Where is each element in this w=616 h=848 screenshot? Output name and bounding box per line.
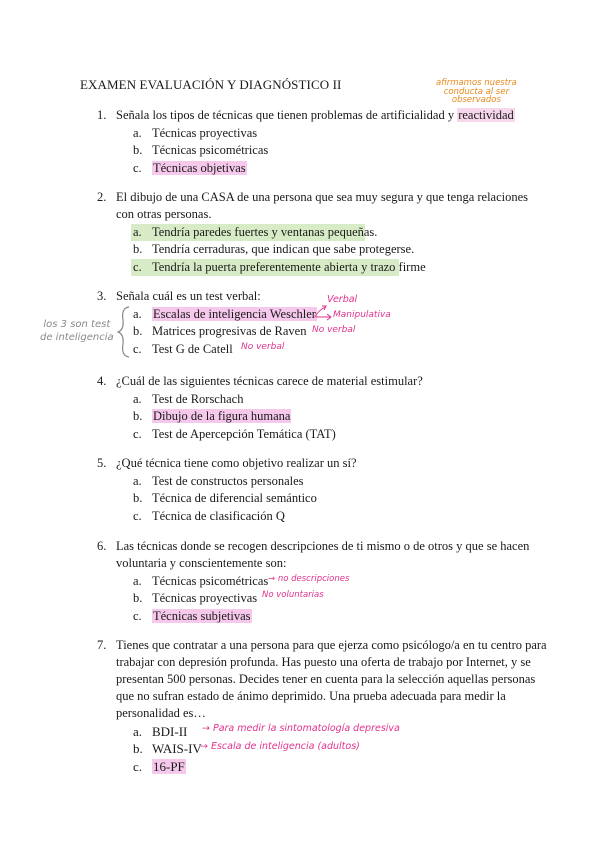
question-number: 7. bbox=[97, 638, 107, 652]
question-number: 4. bbox=[97, 374, 107, 388]
option-c: c. Tendría la puerta preferentemente abierta y trazo firme bbox=[133, 259, 426, 274]
option-b: b. Técnicas psicométricas bbox=[133, 143, 269, 158]
question-stem: El dibujo de una CASA de una persona que sea muy segura y que tenga relaciones con otras personas. bbox=[116, 190, 529, 221]
question-number: 5. bbox=[97, 456, 107, 470]
option-a: a. Técnicas psicométricas bbox=[133, 574, 269, 588]
option-c: c. Test G de Catell bbox=[133, 341, 233, 356]
note-no-descripciones: → no descripciones bbox=[268, 574, 350, 584]
question-2 bbox=[97, 189, 537, 276]
options bbox=[133, 391, 537, 443]
question-7 bbox=[97, 637, 557, 775]
question-number: 3. bbox=[97, 289, 107, 303]
option-b: b. WAIS-IV bbox=[133, 741, 202, 757]
question-number: 2. bbox=[97, 190, 107, 204]
question-stem bbox=[116, 107, 537, 124]
option-a: a. Test de constructos personales bbox=[133, 474, 304, 488]
option-b: b. Matrices progresivas de Raven bbox=[133, 324, 307, 339]
option-c: c. Técnica de clasificación Q bbox=[133, 508, 285, 523]
note-manipulativa: Manipulativa bbox=[333, 310, 391, 320]
option-c: c. 16-PF bbox=[133, 758, 185, 774]
question-stem: ¿Qué técnica tiene como objetivo realizar un sí? bbox=[116, 456, 357, 470]
question-stem: ¿Cuál de las siguientes técnicas carece de material estimular? bbox=[116, 374, 423, 388]
option-b: b. Dibujo de la figura humana bbox=[133, 409, 291, 424]
question-4 bbox=[97, 373, 537, 443]
option-a: a. Técnicas proyectivas bbox=[133, 126, 258, 140]
note-no-verbal-c: No verbal bbox=[241, 342, 285, 352]
question-number: 6. bbox=[97, 539, 107, 553]
question-number: 1. bbox=[97, 108, 107, 122]
question-stem: Tienes que contratar a una persona para que ejerza como psicólogo/a en tu centro para trabajar con depresión profunda. Has puesto una oferta de trabajo por Internet, y se presentan 500 personas. Decides tener en cuenta para la selección aquellas personas que no sufran estado de ánimo deprimido. Una prueba adecuada para medir la personalidad es… bbox=[116, 638, 547, 720]
option-b: b. Técnica de diferencial semántico bbox=[133, 491, 317, 506]
option-a: a. Test de Rorschach bbox=[133, 392, 244, 406]
question-3 bbox=[97, 288, 537, 358]
note-wais: → Escala de inteligencia (adultos) bbox=[200, 741, 360, 752]
note-bdi: → Para medir la sintomatología depresiva bbox=[202, 723, 400, 734]
note-reactividad: afirmamos nuestra conducta al ser observados bbox=[436, 78, 517, 105]
option-a: a. Escalas de inteligencia Weschler bbox=[133, 307, 316, 321]
option-c: c. Técnicas subjetivas bbox=[133, 608, 251, 623]
option-a: a. BDI-II bbox=[133, 724, 188, 739]
note-all-intelligence: los 3 son test de inteligencia bbox=[40, 319, 114, 343]
question-stem: Las técnicas donde se recogen descripciones de ti mismo o de otros y que se hacen voluntaria y conscientemente son: bbox=[116, 539, 530, 570]
stem-line: Señala los tipos de técnicas que tienen problemas de artificialidad y reactividad bbox=[116, 108, 514, 122]
options bbox=[131, 224, 537, 276]
note-no-voluntarias: No voluntarias bbox=[262, 590, 324, 600]
options bbox=[133, 473, 537, 525]
options bbox=[133, 125, 537, 177]
note-no-verbal-b: No verbal bbox=[312, 325, 356, 335]
document-title: EXAMEN EVALUACIÓN Y DIAGNÓSTICO II bbox=[80, 77, 342, 92]
branch-arrow-icon bbox=[312, 303, 334, 323]
option-c: c. Test de Apercepción Temática (TAT) bbox=[133, 426, 336, 441]
brace-icon bbox=[117, 306, 131, 358]
option-b: b. Tendría cerraduras, que indican que sabe protegerse. bbox=[133, 242, 415, 257]
question-stem: Señala cuál es un test verbal: bbox=[116, 289, 261, 303]
question-1 bbox=[97, 107, 537, 177]
option-c: c. Técnicas objetivas bbox=[133, 160, 246, 175]
note-verbal: Verbal bbox=[327, 294, 358, 305]
question-5 bbox=[97, 455, 537, 525]
option-a: a. Tendría paredes fuertes y ventanas pequeñas. bbox=[133, 225, 378, 239]
option-b: b. Técnicas proyectivas bbox=[133, 591, 258, 606]
